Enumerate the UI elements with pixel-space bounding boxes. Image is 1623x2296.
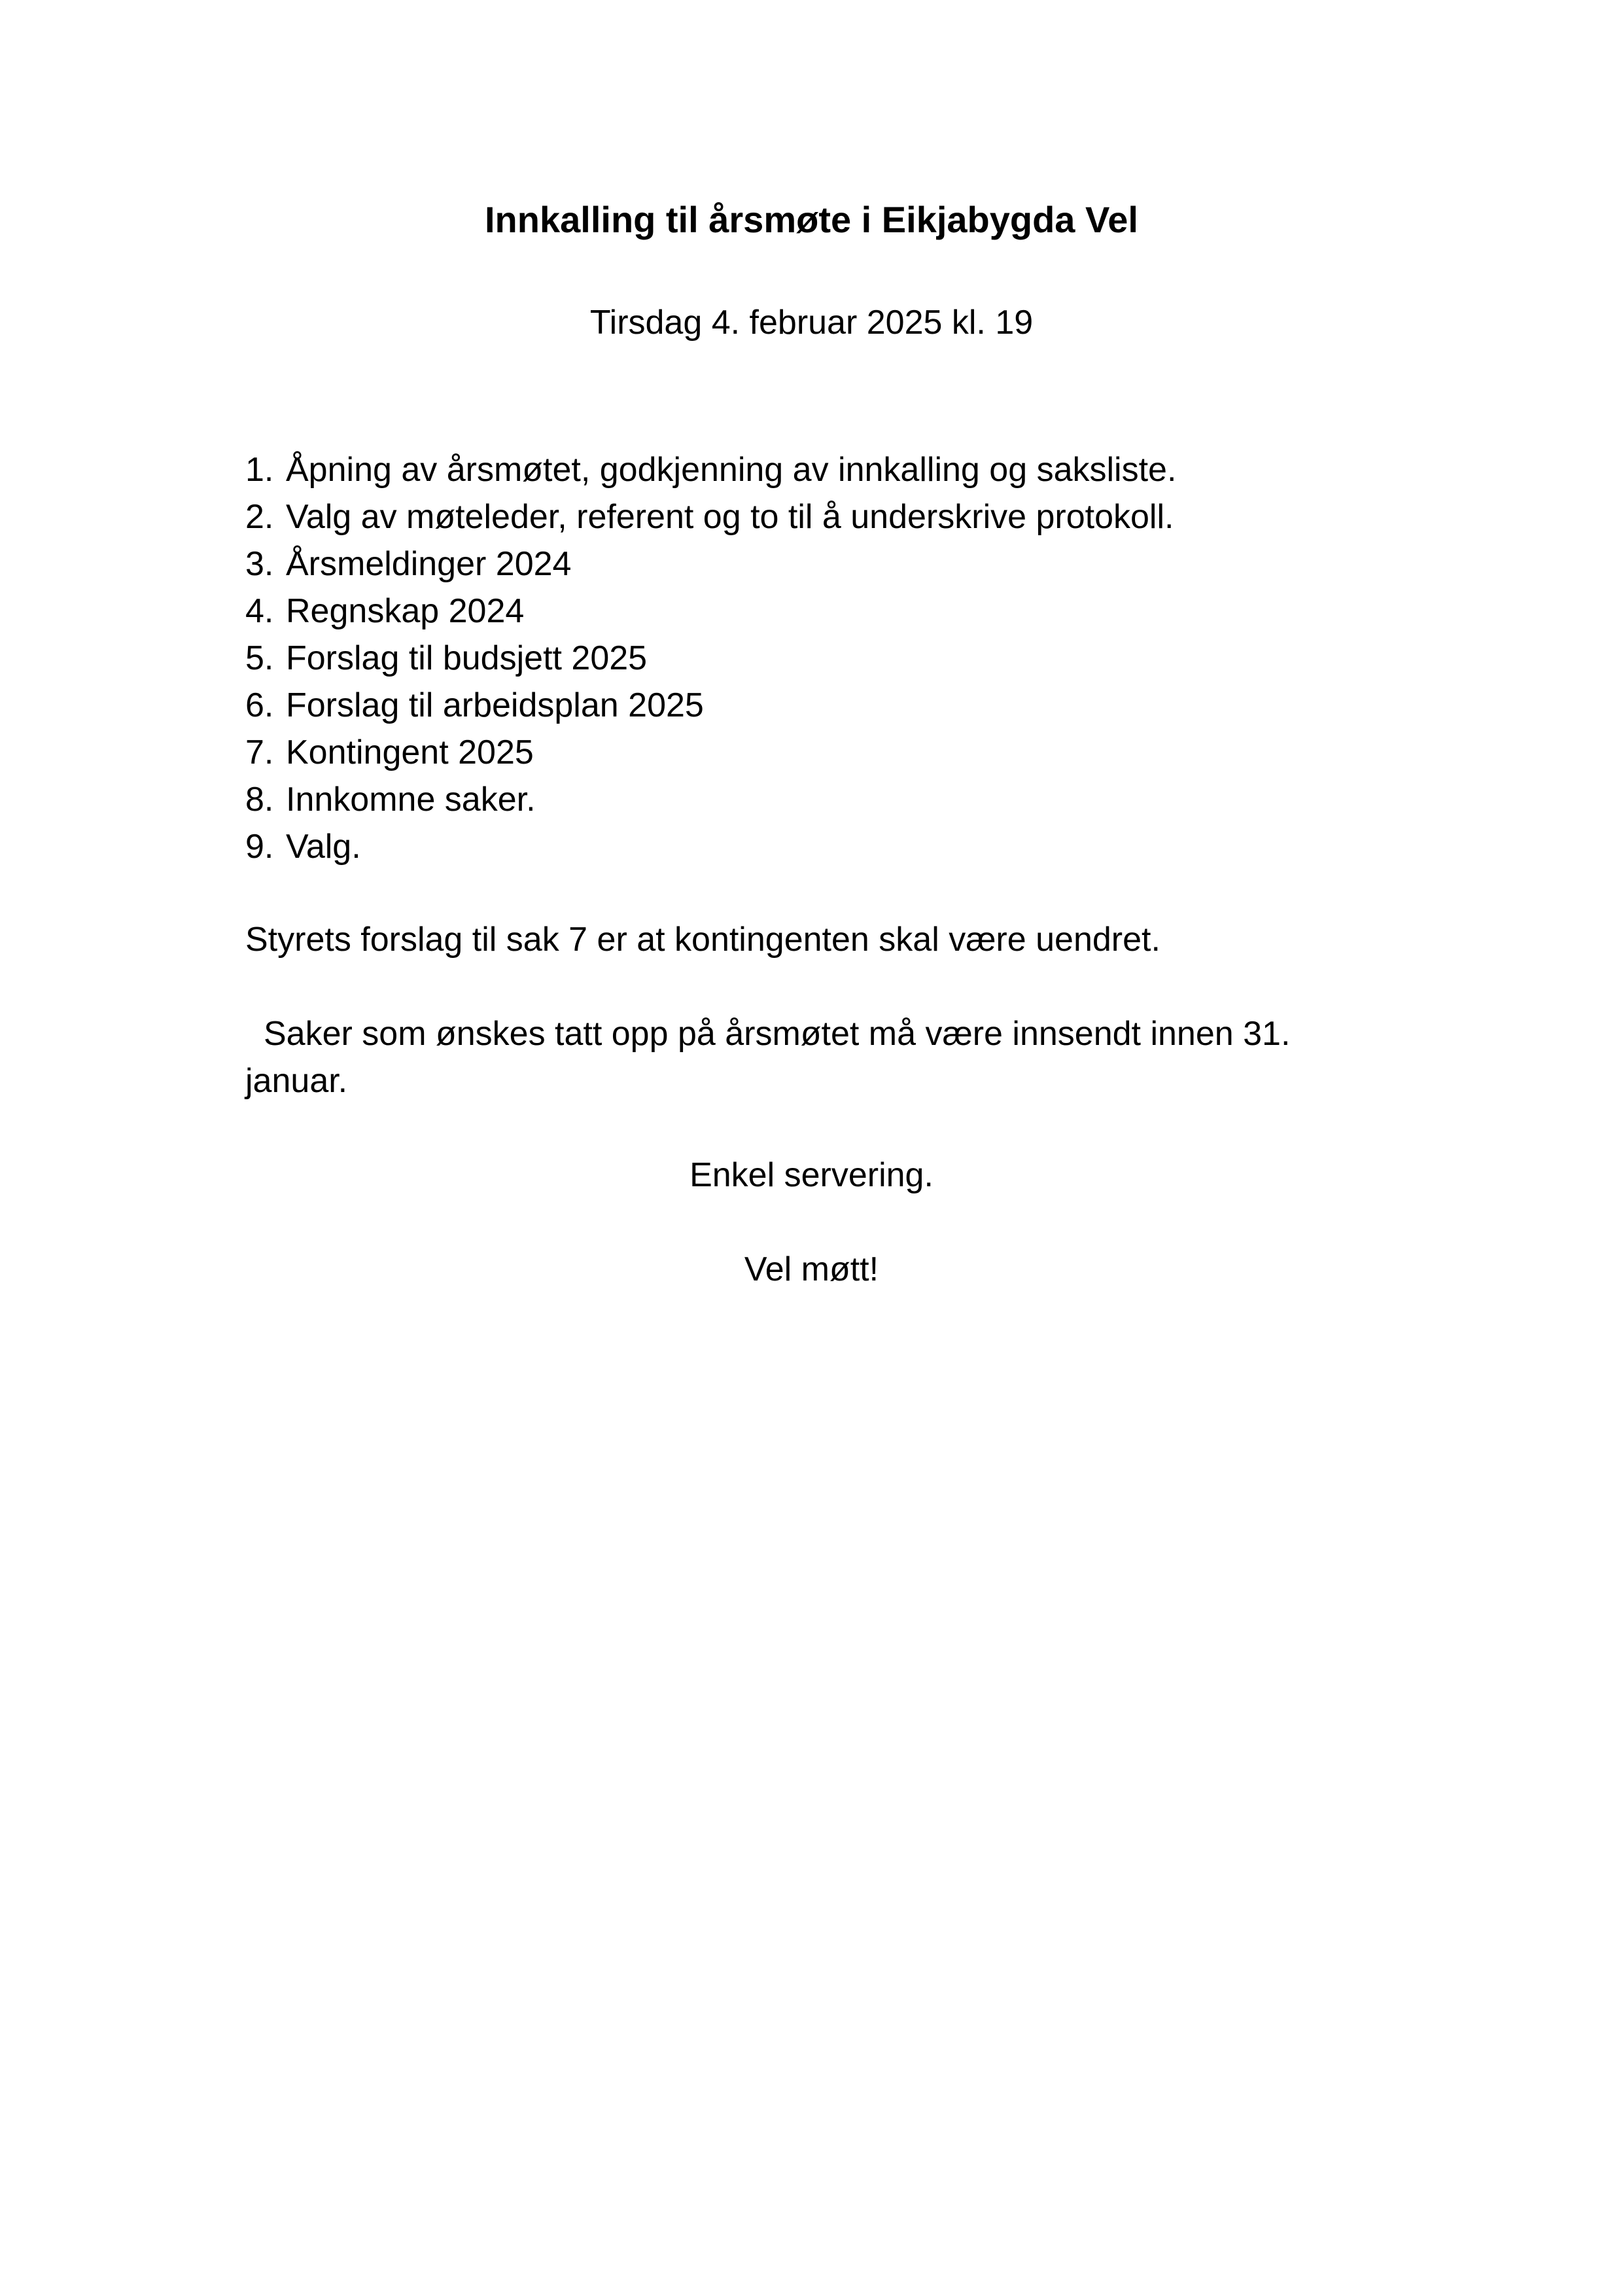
agenda-item-text: Kontingent 2025	[286, 733, 534, 771]
agenda-item-text: Valg av møteleder, referent og to til å underskrive protokoll.	[286, 498, 1174, 536]
agenda-item-text: Valg.	[286, 828, 361, 866]
agenda-item-number: 9.	[245, 828, 274, 866]
agenda-item-number: 2.	[245, 498, 274, 536]
agenda-item-number: 8.	[245, 781, 274, 819]
agenda-item-number: 1.	[245, 451, 274, 489]
agenda-item	[245, 588, 1423, 635]
board-proposal-paragraph: Styrets forslag til sak 7 er at kontingenten skal være uendret.	[245, 921, 1161, 959]
agenda-item-text: Åpning av årsmøtet, godkjenning av innkalling og saksliste.	[286, 451, 1177, 489]
meeting-date: Tirsdag 4. februar 2025 kl. 19	[589, 304, 1034, 342]
agenda-item	[245, 729, 1423, 776]
refreshments-note: Enkel servering.	[689, 1156, 934, 1194]
submission-deadline-paragraph: Saker som ønskes tatt opp på årsmøtet må være innsendt innen 31. januar.	[245, 1015, 1291, 1100]
agenda-item-number: 4.	[245, 592, 274, 630]
agenda-list	[245, 446, 1423, 870]
agenda-item	[245, 776, 1423, 823]
agenda-item	[245, 540, 1423, 588]
agenda-item	[245, 823, 1423, 870]
agenda-item-number: 3.	[245, 545, 274, 583]
agenda-item-text: Innkomne saker.	[286, 781, 536, 819]
agenda-item	[245, 446, 1423, 493]
agenda-item-number: 6.	[245, 686, 274, 724]
agenda-item-number: 5.	[245, 639, 274, 677]
agenda-item	[245, 635, 1423, 682]
agenda-item-text: Regnskap 2024	[286, 592, 525, 630]
agenda-item-text: Forslag til budsjett 2025	[286, 639, 648, 677]
agenda-item-text: Årsmeldinger 2024	[286, 545, 572, 583]
agenda-item	[245, 682, 1423, 729]
agenda-item-number: 7.	[245, 733, 274, 771]
document-title: Innkalling til årsmøte i Eikjabygda Vel	[485, 199, 1138, 240]
closing-greeting: Vel møtt!	[744, 1250, 879, 1288]
agenda-item	[245, 493, 1423, 540]
agenda-item-text: Forslag til arbeidsplan 2025	[286, 686, 704, 724]
